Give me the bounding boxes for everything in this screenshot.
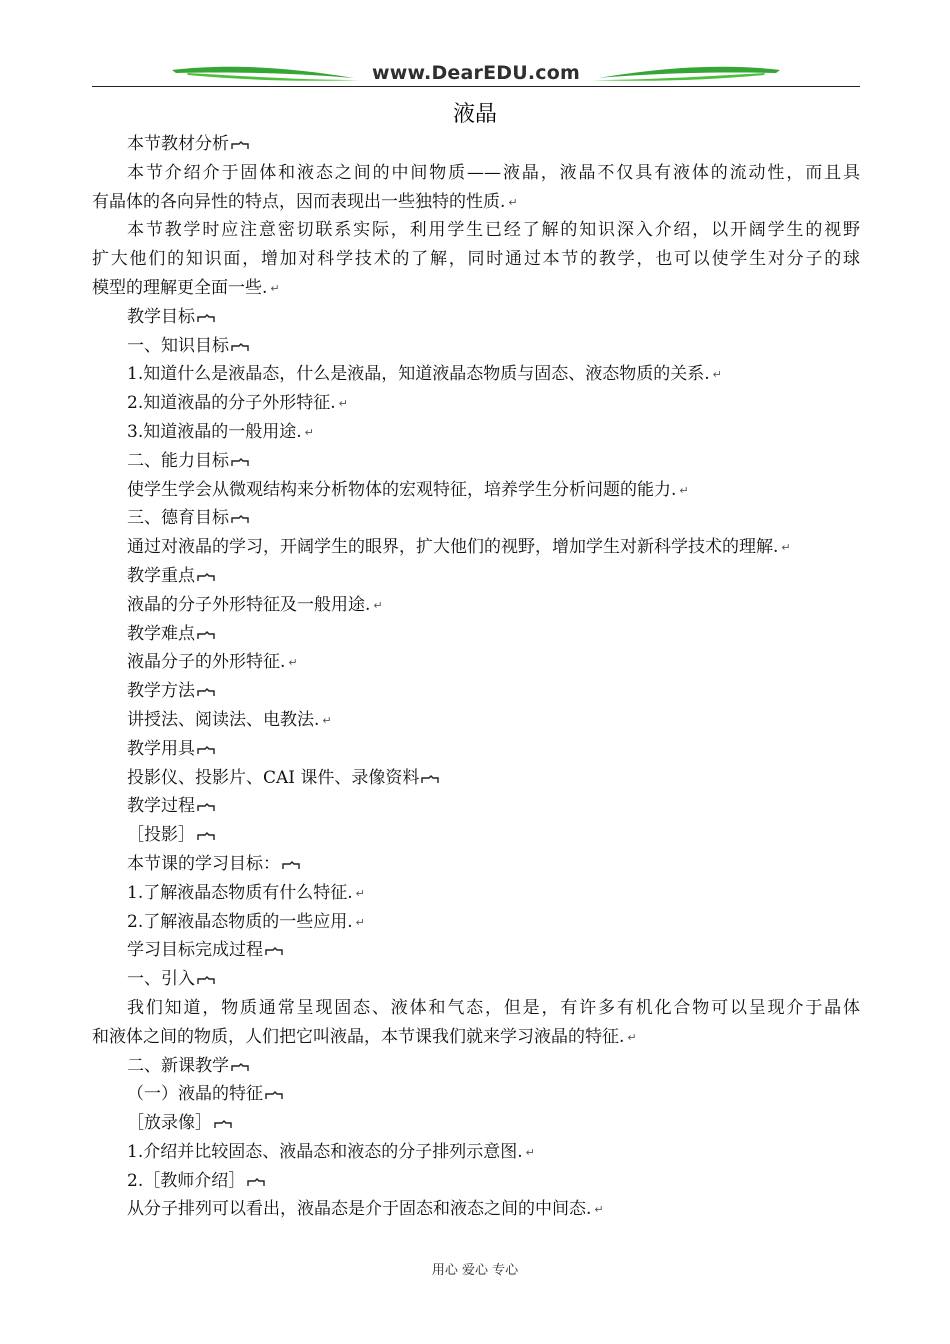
text-line-content: 本节介绍介于固体和液态之间的中间物质——液晶，液晶不仅具有液体的流动性，而且具	[127, 162, 860, 183]
line-break-mark-icon	[197, 832, 215, 841]
text-line-content: 本节课的学习目标：	[127, 853, 280, 874]
text-line-content: 2.了解液晶态物质的一些应用.	[127, 911, 353, 932]
text-line	[92, 245, 860, 274]
text-line-content: 本节教学时应注意密切联系实际，利用学生已经了解的知识深入介绍，以开阔学生的视野	[127, 220, 860, 241]
paragraph-mark-icon: ↵	[781, 541, 791, 555]
text-line	[92, 735, 860, 764]
text-line-content: 和液体之间的物质，人们把它叫液晶，本节课我们就来学习液晶的特征.	[92, 1026, 625, 1047]
text-line	[92, 216, 860, 245]
text-line	[92, 879, 860, 908]
line-break-mark-icon	[231, 141, 249, 150]
text-line	[92, 504, 860, 533]
text-line-content: ［放录像］	[127, 1113, 212, 1134]
line-break-mark-icon	[197, 746, 215, 755]
line-break-mark-icon	[197, 573, 215, 582]
text-line	[92, 1109, 860, 1138]
line-break-mark-icon	[214, 1120, 232, 1129]
text-line-content: 1.了解液晶态物质有什么特征.	[127, 882, 353, 903]
line-break-mark-icon	[265, 947, 283, 956]
text-line	[92, 764, 860, 793]
text-line	[92, 908, 860, 937]
text-line-content: 二、新课教学	[127, 1055, 229, 1076]
text-line-content: 液晶的分子外形特征及一般用途.	[127, 594, 371, 615]
text-line	[92, 1195, 860, 1224]
text-line	[92, 821, 860, 850]
paragraph-mark-icon: ↵	[355, 915, 365, 929]
text-line	[92, 706, 860, 735]
line-break-mark-icon	[231, 458, 249, 467]
header-rule	[92, 86, 860, 87]
text-line	[92, 1138, 860, 1167]
document-body	[92, 130, 860, 1224]
text-line-content: 投影仪、投影片、CAI 课件、录像资料	[127, 767, 420, 788]
line-break-mark-icon	[231, 343, 249, 352]
line-break-mark-icon	[197, 803, 215, 812]
document-title: 液晶	[452, 102, 497, 127]
text-line-content: 教学难点	[127, 623, 195, 644]
text-line-content: 扩大他们的知识面，增加对科学技术的了解，同时通过本节的教学，也可以使学生对分子的球	[92, 249, 860, 270]
text-line	[92, 994, 860, 1023]
text-line-content: ［投影］	[127, 825, 195, 846]
paragraph-mark-icon: ↵	[288, 656, 298, 670]
paragraph-mark-icon: ↵	[525, 1145, 535, 1159]
line-break-mark-icon	[282, 861, 300, 870]
text-line-content: 学习目标完成过程	[127, 940, 263, 961]
text-line-content: 3.知道液晶的一般用途.	[127, 421, 302, 442]
paragraph-mark-icon: ↵	[679, 483, 689, 497]
paragraph-mark-icon: ↵	[322, 713, 332, 727]
paragraph-mark-icon: ↵	[270, 281, 280, 295]
text-line	[92, 1080, 860, 1109]
text-line	[92, 850, 860, 879]
line-break-mark-icon	[231, 1063, 249, 1072]
text-line	[92, 274, 860, 303]
text-line	[92, 303, 860, 332]
text-line-content: 我们知道，物质通常呈现固态、液体和气态，但是，有许多有机化合物可以呈现介于晶体	[127, 997, 860, 1018]
text-line-content: 三、德育目标	[127, 508, 229, 529]
logo-text[interactable]: www.DearEDU.com	[371, 62, 581, 84]
text-line	[92, 533, 860, 562]
line-break-mark-icon	[197, 314, 215, 323]
paragraph-mark-icon: ↵	[373, 598, 383, 612]
text-line	[92, 562, 860, 591]
line-break-mark-icon	[197, 631, 215, 640]
text-line-content: 教学用具	[127, 738, 195, 759]
text-line	[92, 130, 860, 159]
text-line	[92, 936, 860, 965]
paragraph-mark-icon: ↵	[594, 1203, 604, 1217]
text-line-content: 使学生学会从微观结构来分析物体的宏观特征，培养学生分析问题的能力.	[127, 479, 677, 500]
text-line-content: 一、知识目标	[127, 335, 229, 356]
paragraph-mark-icon: ↵	[355, 886, 365, 900]
line-break-mark-icon	[197, 688, 215, 697]
text-line-content: 讲授法、阅读法、电教法.	[127, 709, 320, 730]
text-line-content: 1.知道什么是液晶态，什么是液晶，知道液晶态物质与固态、液态物质的关系.	[127, 364, 710, 385]
paragraph-mark-icon: ↵	[338, 397, 348, 411]
text-line	[92, 332, 860, 361]
text-line	[92, 792, 860, 821]
text-line	[92, 418, 860, 447]
text-line-content: 2.知道液晶的分子外形特征.	[127, 393, 336, 414]
text-line-content: 教学重点	[127, 565, 195, 586]
line-break-mark-icon	[421, 775, 439, 784]
paragraph-mark-icon: ↵	[304, 425, 314, 439]
line-break-mark-icon	[265, 1091, 283, 1100]
text-line	[92, 389, 860, 418]
text-line-content: 2.［教师介绍］	[127, 1170, 246, 1191]
text-line	[92, 1167, 860, 1196]
text-line	[92, 159, 860, 188]
text-line-content: 教学目标	[127, 306, 195, 327]
text-line	[92, 1052, 860, 1081]
text-line	[92, 677, 860, 706]
text-line	[92, 360, 860, 389]
text-line-content: 1.介绍并比较固态、液晶态和液态的分子排列示意图.	[127, 1141, 523, 1162]
text-line	[92, 188, 860, 217]
line-break-mark-icon	[231, 515, 249, 524]
line-break-mark-icon	[197, 976, 215, 985]
text-line-content: 通过对液晶的学习，开阔学生的眼界，扩大他们的视野，增加学生对新科学技术的理解.	[127, 537, 779, 558]
text-line	[92, 1023, 860, 1052]
text-line-content: （一）液晶的特征	[127, 1084, 263, 1105]
text-line-content: 教学过程	[127, 796, 195, 817]
text-line	[92, 965, 860, 994]
text-line	[92, 620, 860, 649]
text-line-content: 液晶分子的外形特征.	[127, 652, 286, 673]
text-line-content: 有晶体的各向异性的特点，因而表现出一些独特的性质.	[92, 191, 506, 212]
line-break-mark-icon	[247, 1178, 265, 1187]
paragraph-mark-icon: ↵	[508, 195, 518, 209]
text-line	[92, 648, 860, 677]
text-line-content: 本节教材分析	[127, 134, 229, 154]
page-footer: 用心 爱心 专心	[431, 1263, 519, 1278]
paragraph-mark-icon: ↵	[627, 1030, 637, 1044]
text-line	[92, 591, 860, 620]
text-line	[92, 447, 860, 476]
text-line-content: 一、引入	[127, 969, 195, 990]
text-line-content: 从分子排列可以看出，液晶态是介于固态和液态之间的中间态.	[127, 1199, 592, 1220]
text-line-content: 模型的理解更全面一些.	[92, 277, 268, 298]
text-line-content: 教学方法	[127, 681, 195, 702]
paragraph-mark-icon: ↵	[712, 368, 722, 382]
text-line	[92, 476, 860, 505]
text-line-content: 二、能力目标	[127, 450, 229, 471]
